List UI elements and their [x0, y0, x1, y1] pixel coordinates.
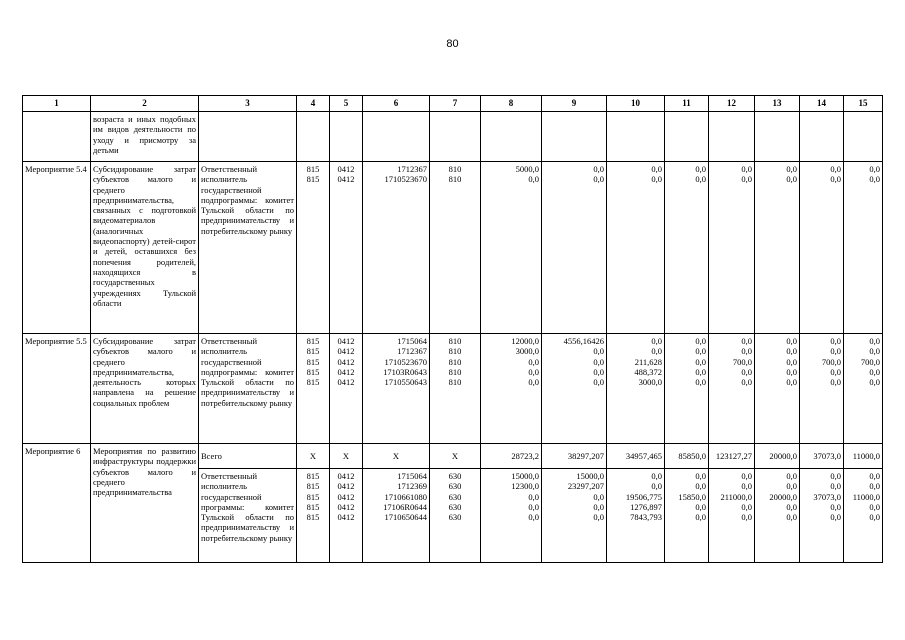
value-line: 815: [306, 356, 320, 367]
value-line: 700,0: [821, 356, 841, 367]
value-line: 1715064: [397, 336, 427, 346]
value-line: 0412: [337, 471, 355, 481]
value-line: 0,0: [593, 491, 604, 502]
col5-values: [330, 469, 363, 563]
col14-values: [800, 162, 844, 334]
value-line: 0,0: [741, 481, 752, 492]
measure-name: Мероприятие 5.4: [23, 162, 91, 334]
col-header-15: 15: [844, 96, 883, 112]
value-line: 0,0: [695, 356, 706, 367]
value-line: 0,0: [830, 512, 841, 523]
value-line: 0,0: [741, 336, 752, 346]
value-line: 3000,0: [515, 346, 539, 357]
value-line: 630: [448, 512, 462, 523]
cell-empty: [430, 112, 481, 162]
value-line: 20000,0: [769, 491, 797, 502]
col15-values: [844, 469, 883, 563]
value-line: 700,0: [732, 356, 752, 367]
value-line: 0,0: [593, 346, 604, 357]
value-line: 15000,0: [511, 471, 539, 481]
value-line: 0412: [337, 356, 355, 367]
value-line: 630: [448, 491, 462, 502]
measure-executor: Ответственный исполнитель государственной подпрограммы: комитет Тульской области по предпринимательству и потребительскому рынку: [199, 334, 297, 444]
value-line: 0,0: [869, 471, 880, 481]
value-line: 1710650644: [384, 512, 427, 523]
value-line: 630: [448, 471, 462, 481]
value-line: 0,0: [651, 346, 662, 357]
value-line: 0,0: [651, 481, 662, 492]
value-line: 810: [448, 366, 462, 377]
col-header-13: 13: [755, 96, 800, 112]
value-line: 7843,793: [630, 512, 662, 523]
col6-values: [363, 334, 430, 444]
value-line: 0,0: [741, 512, 752, 523]
measure-description: Мероприятия по развитию инфраструктуры поддержки субъектов малого и среднего предпринимательства: [91, 444, 199, 563]
value-line: 0,0: [786, 356, 797, 367]
col-header-2: 2: [91, 96, 199, 112]
value-line: 0412: [337, 512, 355, 523]
value-line: 0412: [337, 491, 355, 502]
value-line: 0,0: [786, 164, 797, 174]
col-header-8: 8: [481, 96, 542, 112]
value-line: 815: [306, 346, 320, 357]
value-line: 12300,0: [511, 481, 539, 492]
value-line: 0,0: [741, 501, 752, 512]
page-number: 80: [446, 38, 459, 50]
value-line: 0,0: [695, 471, 706, 481]
col4-values: [297, 469, 330, 563]
value-line: 488,372: [634, 366, 662, 377]
value-line: 0412: [337, 501, 355, 512]
col-header-3: 3: [199, 96, 297, 112]
value-line: 0412: [337, 366, 355, 377]
total-col4: X: [297, 444, 330, 469]
value-line: 0,0: [869, 377, 880, 388]
value-line: 0,0: [741, 164, 752, 174]
value-line: 0,0: [741, 174, 752, 185]
value-line: 630: [448, 481, 462, 492]
value-line: 700,0: [860, 356, 880, 367]
cell-empty: [297, 112, 330, 162]
col15-values: [844, 162, 883, 334]
value-line: 0,0: [593, 356, 604, 367]
value-line: 211000,0: [720, 491, 752, 502]
measure-description: Субсидирование затрат субъектов малого и среднего предпринимательства, деятельность которых направлена на решение социальных проблем: [91, 334, 199, 444]
value-line: 0,0: [830, 336, 841, 346]
value-line: 0,0: [528, 512, 539, 523]
value-line: 0,0: [786, 174, 797, 185]
col7-values: [430, 469, 481, 563]
value-line: 0,0: [869, 164, 880, 174]
value-line: 0,0: [786, 377, 797, 388]
value-line: 0,0: [786, 336, 797, 346]
col13-values: [755, 334, 800, 444]
col11-values: [665, 334, 709, 444]
value-line: 37073,0: [813, 491, 841, 502]
col10-values: [607, 334, 665, 444]
value-line: 0,0: [869, 174, 880, 185]
measure-executor: Ответственный исполнитель государственной программы: комитет Тульской области по предпринимательству и потребительскому рынку: [199, 469, 297, 563]
value-line: 0,0: [786, 481, 797, 492]
cell-empty: [607, 112, 665, 162]
value-line: 0,0: [869, 346, 880, 357]
value-line: 0,0: [869, 366, 880, 377]
col-header-10: 10: [607, 96, 665, 112]
total-col10: 34957,465: [607, 444, 665, 469]
value-line: 0,0: [830, 481, 841, 492]
value-line: 0,0: [869, 501, 880, 512]
value-line: 0412: [337, 346, 355, 357]
value-line: 0,0: [695, 512, 706, 523]
value-line: 810: [448, 356, 462, 367]
value-line: 0,0: [830, 377, 841, 388]
value-line: 0412: [337, 164, 355, 174]
value-line: 0,0: [695, 164, 706, 174]
total-col14: 37073,0: [800, 444, 844, 469]
value-line: 12000,0: [511, 336, 539, 346]
col8-values: [481, 162, 542, 334]
col7-values: [430, 162, 481, 334]
col7-values: [430, 334, 481, 444]
value-line: 0,0: [593, 377, 604, 388]
measure-executor: Ответственный исполнитель государственной подпрограммы: комитет Тульской области по предпринимательству и потребительскому рынку: [199, 162, 297, 334]
value-line: 810: [448, 346, 462, 357]
total-col9: 38297,207: [542, 444, 607, 469]
col14-values: [800, 469, 844, 563]
col5-values: [330, 162, 363, 334]
value-line: 0,0: [651, 336, 662, 346]
cell-empty: [800, 112, 844, 162]
col-header-14: 14: [800, 96, 844, 112]
col4-values: [297, 162, 330, 334]
value-line: 1712367: [397, 164, 427, 174]
value-line: 0,0: [786, 512, 797, 523]
col11-values: [665, 469, 709, 563]
value-line: 1710661080: [384, 491, 427, 502]
value-line: 0412: [337, 174, 355, 185]
cell-empty: [330, 112, 363, 162]
value-line: 1715064: [397, 471, 427, 481]
value-line: 0,0: [593, 366, 604, 377]
col9-values: [542, 162, 607, 334]
header-row: [23, 96, 883, 112]
value-line: 0412: [337, 377, 355, 388]
value-line: 0,0: [528, 356, 539, 367]
value-line: 0,0: [528, 174, 539, 185]
value-line: 0,0: [528, 501, 539, 512]
value-line: 0,0: [593, 501, 604, 512]
value-line: 0,0: [695, 336, 706, 346]
cell-empty: [542, 112, 607, 162]
value-line: 815: [306, 491, 320, 502]
col-header-12: 12: [709, 96, 755, 112]
value-line: 0,0: [528, 377, 539, 388]
cell-empty: [755, 112, 800, 162]
col4-values: [297, 334, 330, 444]
value-line: 1276,897: [630, 501, 662, 512]
col-header-7: 7: [430, 96, 481, 112]
measure-row: [23, 334, 883, 444]
value-line: 0,0: [830, 366, 841, 377]
value-line: 815: [306, 377, 320, 388]
value-line: 0,0: [651, 471, 662, 481]
value-line: 1710550643: [384, 377, 427, 388]
value-line: 815: [306, 501, 320, 512]
value-line: 0412: [337, 336, 355, 346]
total-col15: 11000,0: [844, 444, 883, 469]
value-line: 3000,0: [638, 377, 662, 388]
total-col13: 20000,0: [755, 444, 800, 469]
col-header-9: 9: [542, 96, 607, 112]
value-line: 15850,0: [678, 491, 706, 502]
value-line: 815: [306, 366, 320, 377]
value-line: 15000,0: [576, 471, 604, 481]
col10-values: [607, 469, 665, 563]
col6-values: [363, 162, 430, 334]
col12-values: [709, 162, 755, 334]
col5-values: [330, 334, 363, 444]
total-col5: X: [330, 444, 363, 469]
value-line: 0,0: [830, 346, 841, 357]
col-header-5: 5: [330, 96, 363, 112]
value-line: 0,0: [593, 174, 604, 185]
measure-row: [23, 162, 883, 334]
value-line: 810: [448, 164, 462, 174]
measure-name: Мероприятие 6: [23, 444, 91, 563]
value-line: 1712369: [397, 481, 427, 492]
value-line: 0,0: [786, 366, 797, 377]
col-header-1: 1: [23, 96, 91, 112]
value-line: 0,0: [695, 481, 706, 492]
value-line: 0,0: [830, 471, 841, 481]
col-header-6: 6: [363, 96, 430, 112]
value-line: 0,0: [830, 174, 841, 185]
cell-empty: [665, 112, 709, 162]
col14-values: [800, 334, 844, 444]
col9-values: [542, 469, 607, 563]
value-line: 0,0: [695, 501, 706, 512]
measure-name: Мероприятие 5.5: [23, 334, 91, 444]
value-line: 810: [448, 336, 462, 346]
value-line: 0,0: [695, 174, 706, 185]
total-col11: 85850,0: [665, 444, 709, 469]
continuation-description: возраста и иных подобных им видов деятельности по уходу и присмотру за детьми: [91, 112, 199, 162]
value-line: 0,0: [593, 512, 604, 523]
value-line: 0,0: [830, 164, 841, 174]
value-line: 1712367: [397, 346, 427, 357]
col9-values: [542, 334, 607, 444]
col12-values: [709, 469, 755, 563]
total-col12: 123127,27: [709, 444, 755, 469]
col15-values: [844, 334, 883, 444]
col12-values: [709, 334, 755, 444]
value-line: 0412: [337, 481, 355, 492]
value-line: 815: [306, 481, 320, 492]
value-line: 0,0: [741, 346, 752, 357]
cell-empty: [481, 112, 542, 162]
value-line: 0,0: [528, 491, 539, 502]
value-line: 0,0: [869, 512, 880, 523]
value-line: 810: [448, 174, 462, 185]
total-col8: 28723,2: [481, 444, 542, 469]
measure-description: Субсидирование затрат субъектов малого и среднего предпринимательства, связанных с подготовкой видеоматериалов (аналогичных видеопаспорту) детей-сирот и детей, оставшихся без попечения родителей, находящихся в государственных учреждениях Тульской области: [91, 162, 199, 334]
value-line: 0,0: [830, 501, 841, 512]
value-line: 815: [306, 471, 320, 481]
budget-table: [22, 95, 883, 563]
value-line: 1710523670: [384, 174, 427, 185]
col11-values: [665, 162, 709, 334]
cell-empty: [844, 112, 883, 162]
cell-empty: [23, 112, 91, 162]
value-line: 0,0: [695, 366, 706, 377]
cell-empty: [363, 112, 430, 162]
continuation-row: [23, 112, 883, 162]
value-line: 0,0: [786, 346, 797, 357]
value-line: 17106R0644: [383, 501, 427, 512]
value-line: 815: [306, 336, 320, 346]
col10-values: [607, 162, 665, 334]
value-line: 1710523670: [384, 356, 427, 367]
value-line: 23297,207: [567, 481, 604, 492]
value-line: 0,0: [593, 164, 604, 174]
col-header-4: 4: [297, 96, 330, 112]
total-row: [23, 444, 883, 469]
value-line: 5000,0: [515, 164, 539, 174]
value-line: 810: [448, 377, 462, 388]
total-label: Всего: [199, 444, 297, 469]
col-header-11: 11: [665, 96, 709, 112]
value-line: 17103R0643: [383, 366, 427, 377]
value-line: 0,0: [695, 377, 706, 388]
value-line: 0,0: [741, 471, 752, 481]
value-line: 0,0: [695, 346, 706, 357]
value-line: 0,0: [651, 174, 662, 185]
value-line: 0,0: [651, 164, 662, 174]
cell-empty: [199, 112, 297, 162]
col13-values: [755, 469, 800, 563]
value-line: 0,0: [741, 377, 752, 388]
value-line: 815: [306, 512, 320, 523]
total-col7: X: [430, 444, 481, 469]
col13-values: [755, 162, 800, 334]
value-line: 0,0: [869, 481, 880, 492]
value-line: 0,0: [869, 336, 880, 346]
value-line: 11000,0: [852, 491, 880, 502]
value-line: 0,0: [786, 471, 797, 481]
value-line: 0,0: [741, 366, 752, 377]
value-line: 815: [306, 174, 320, 185]
value-line: 4556,16426: [563, 336, 604, 346]
value-line: 19506,775: [625, 491, 662, 502]
col6-values: [363, 469, 430, 563]
value-line: 211,628: [634, 356, 662, 367]
total-col6: X: [363, 444, 430, 469]
col8-values: [481, 334, 542, 444]
col8-values: [481, 469, 542, 563]
cell-empty: [709, 112, 755, 162]
value-line: 815: [306, 164, 320, 174]
value-line: 0,0: [786, 501, 797, 512]
value-line: 0,0: [528, 366, 539, 377]
value-line: 630: [448, 501, 462, 512]
